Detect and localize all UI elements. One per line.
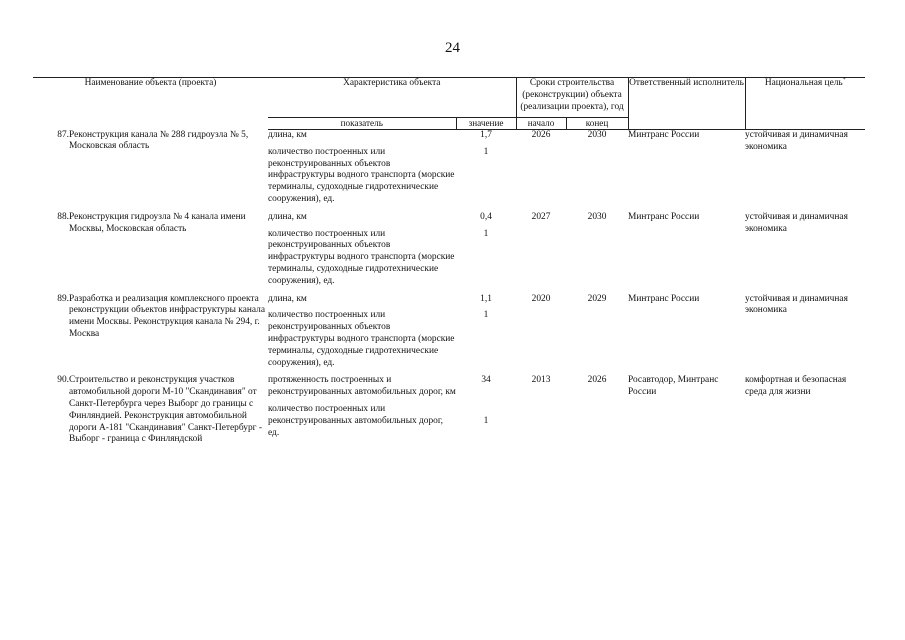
indicator-label: протяженность построенных и реконструированных автомобильных дорог, км: [268, 375, 456, 398]
objects-table: [33, 77, 865, 446]
indicator-label: количество построенных или реконструированных объектов инфраструктуры водного транспорта (морские терминалы, судоходные гидротехнические сооружения), ед.: [268, 228, 455, 286]
header-goal: [745, 78, 865, 130]
executor: Росавтодор, Минтранс России: [628, 375, 719, 398]
indicator-value: 0,4: [480, 211, 492, 222]
end-year: 2030: [587, 130, 607, 140]
start-year: 2013: [531, 375, 551, 386]
executor: Минтранс России: [628, 211, 700, 222]
national-goal: устойчивая и динамичная экономика: [745, 130, 848, 152]
row-number: 87.: [57, 129, 69, 140]
indicator-label: количество построенных или реконструированных автомобильных дорог, ед.: [268, 403, 443, 438]
indicator-value: 34: [481, 375, 491, 386]
header-value: значение: [456, 118, 516, 130]
start-year: 2020: [531, 293, 551, 304]
indicator-cell: [268, 212, 456, 288]
value-cell: [456, 294, 516, 370]
object-name: Строительство и реконструкция участков автомобильной дороги М-10 "Скандинавия" от Санкт-Петербурга через Выборг до границы с Финляндией. Реконструкция автомобильной дороги А-181 "Скандинавия" Санкт-Петербург - Выборг - граница с Финляндской: [69, 375, 262, 445]
indicator-value: 1,1: [480, 293, 492, 304]
executor: Минтранс России: [628, 130, 700, 140]
table-row: [33, 130, 865, 206]
row-number: 88.: [57, 211, 69, 222]
end-year: 2030: [587, 211, 607, 222]
header-goal-mark: *: [842, 76, 846, 83]
table-row: [33, 294, 865, 370]
indicator-cell: [268, 294, 456, 370]
executor: Минтранс России: [628, 293, 700, 304]
object-name: Реконструкция канала № 288 гидроузла № 5, Московская область: [69, 129, 249, 152]
indicator-label: длина, км: [268, 130, 307, 140]
header-start: начало: [516, 118, 566, 130]
indicator-label: длина, км: [268, 211, 307, 222]
end-year: 2026: [587, 375, 607, 386]
header-terms: Сроки строительства (реконструкции) объекта (реализации проекта), год: [516, 78, 628, 118]
table-row: [33, 375, 865, 446]
header-executor: Ответственный исполнитель: [628, 78, 745, 130]
start-year: 2026: [531, 130, 551, 140]
indicator-value: 1,7: [480, 130, 492, 140]
header-name: Наименование объекта (проекта): [33, 78, 268, 130]
object-name: Разработка и реализация комплексного проекта реконструкции объектов инфраструктуры канала имени Москвы. Реконструкция канала № 294, г. Москва: [69, 293, 265, 339]
indicator-label: количество построенных или реконструированных объектов инфраструктуры водного транспорта (морские терминалы, судоходные гидротехнические сооружения), ед.: [268, 146, 455, 204]
start-year: 2027: [531, 211, 551, 222]
table-row: [33, 212, 865, 288]
indicator-value: 1: [483, 146, 489, 157]
indicator-value: 1: [483, 310, 489, 321]
value-cell: [456, 130, 516, 206]
value-cell: [456, 212, 516, 288]
header-end: конец: [566, 118, 628, 130]
indicator-cell: [268, 375, 456, 446]
national-goal: устойчивая и динамичная экономика: [745, 293, 848, 316]
object-name: Реконструкция гидроузла № 4 канала имени Москвы, Московская область: [69, 211, 246, 234]
indicator-value: 1: [483, 228, 489, 239]
indicator-label: количество построенных или реконструированных объектов инфраструктуры водного транспорта (морские терминалы, судоходные гидротехнические сооружения), ед.: [268, 310, 455, 368]
indicator-label: длина, км: [268, 293, 307, 304]
row-number: 90.: [57, 375, 69, 386]
value-cell: [456, 375, 516, 446]
end-year: 2029: [587, 293, 607, 304]
indicator-cell: [268, 130, 456, 206]
national-goal: комфортная и безопасная среда для жизни: [745, 375, 847, 398]
header-goal-label: Национальная цель: [764, 78, 843, 88]
header-indicator: показатель: [268, 118, 456, 130]
page-number: 24: [445, 40, 460, 56]
row-number: 89.: [57, 293, 69, 304]
indicator-value: 1: [483, 416, 489, 427]
national-goal: устойчивая и динамичная экономика: [745, 211, 848, 234]
header-characteristic: Характеристика объекта: [268, 78, 516, 118]
